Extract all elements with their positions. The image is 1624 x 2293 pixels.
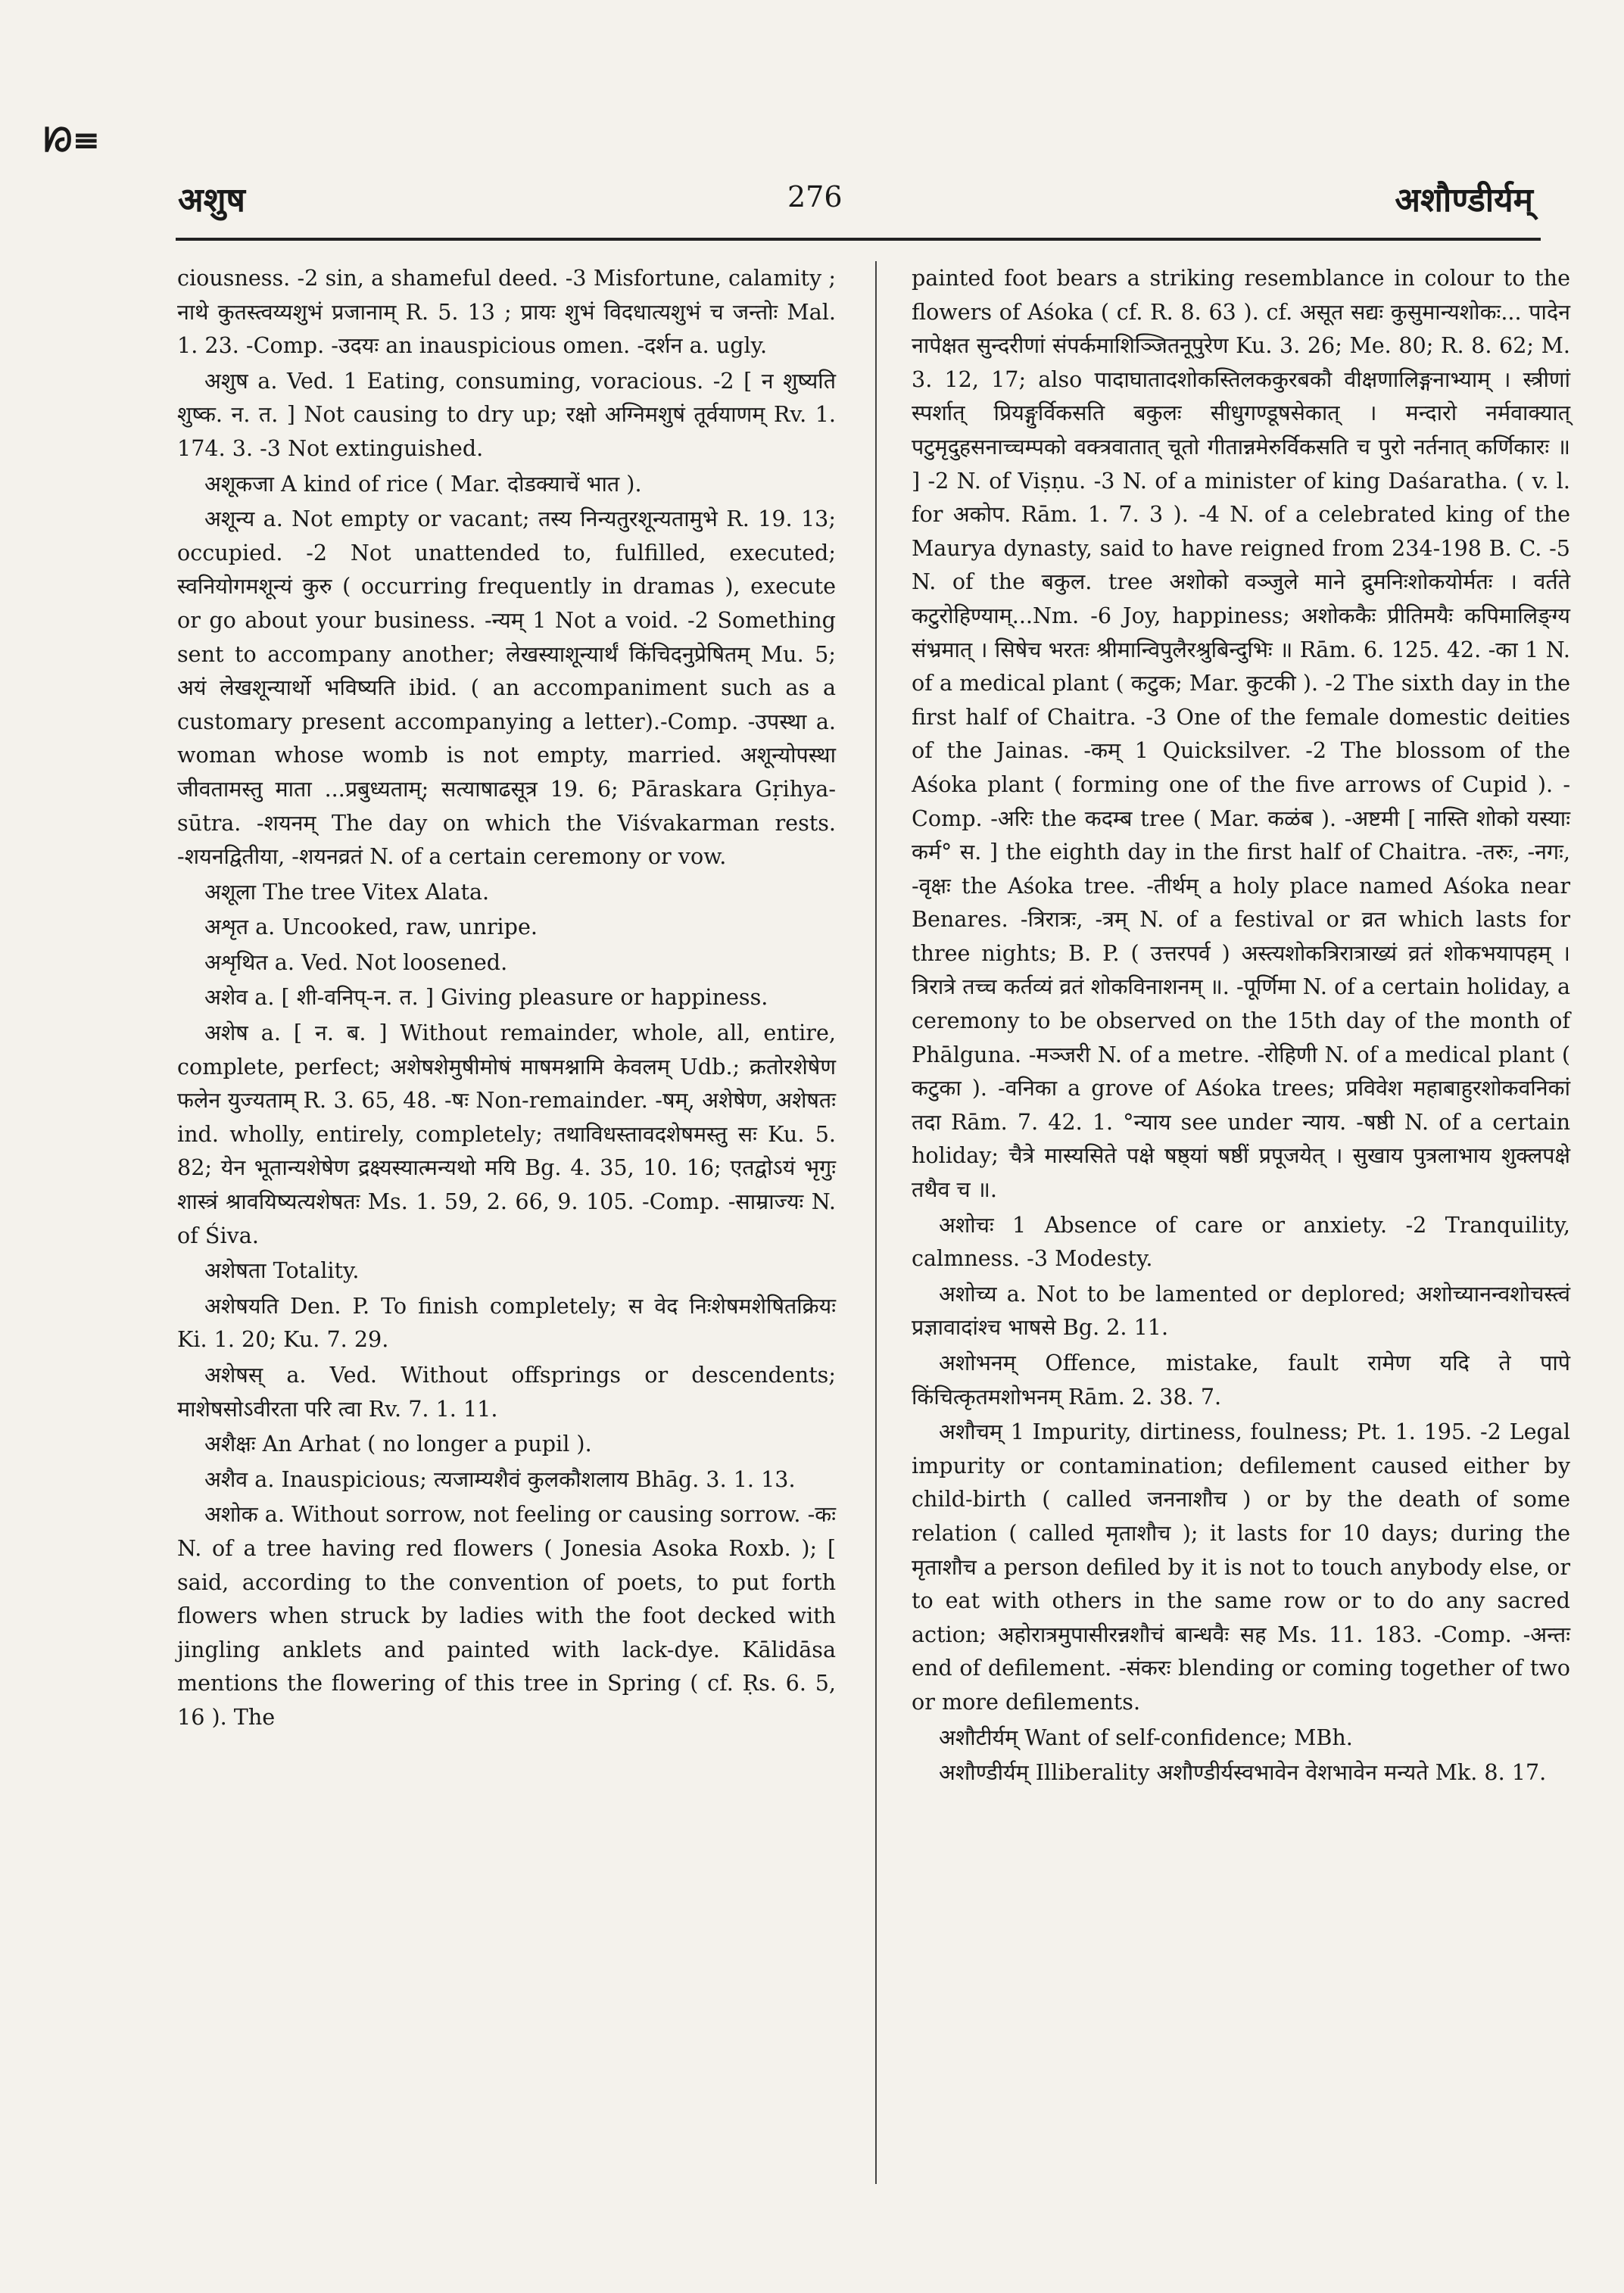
- corner-mark: ᘗ≡: [44, 121, 101, 160]
- dictionary-entry: अशूकजा A kind of rice ( Mar. दोडक्याचें भात ).: [204, 470, 642, 497]
- dictionary-entry: अशेव a. [ शी-वनिप्-न. त. ] Giving pleasure or happiness.: [204, 984, 768, 1011]
- left-column: [177, 261, 836, 1736]
- dictionary-entry: अशोक a. Without sorrow, not feeling or causing sorrow. -कः N. of a tree having red flowers ( Jonesia Asoka Roxb. ); [ said, according to the convention of poets, to put forth flowers when struck by ladies with the foot decked with jingling anklets and painted with lack-dye. Kālidāsa mentions the flowering of this tree in Spring ( cf. Ṛs. 6. 5, 16 ). The: [177, 1501, 836, 1730]
- dictionary-entry: ciousness. -2 sin, a shameful deed. -3 Misfortune, calamity ; नाथे कुतस्त्वय्यशुभं प्रजानाम् R. 5. 13 ; प्रायः शुभं विदधात्यशुभं च जन्तोः Mal. 1. 23. -Comp. -उदयः an inauspicious omen. -दर्शन a. ugly.: [177, 265, 836, 359]
- dictionary-entry: अशेषस् a. Ved. Without offsprings or descendents; माशेषसोऽवीरता परि त्वा Rv. 7. 1. 11.: [177, 1362, 836, 1422]
- dictionary-entry: अशृत a. Uncooked, raw, unripe.: [204, 914, 538, 940]
- page-number: 276: [787, 180, 843, 213]
- dictionary-entry: अशौटीर्यम् Want of self-confidence; MBh.: [939, 1724, 1353, 1750]
- right-column: [912, 261, 1570, 1791]
- dictionary-entry: अशुष a. Ved. 1 Eating, consuming, voracious. -2 [ न शुष्यति शुष्क. न. त. ] Not causing to dry up; रक्षो अग्निमशुषं तूर्वयाणम् Rv. 1. 174. 3. -3 Not extinguished.: [177, 367, 836, 461]
- dictionary-entry: अशोच्य a. Not to be lamented or deplored; अशोच्यानन्वशोचस्त्वं प्रज्ञावादांश्च भाषसे Bg. 2. 11.: [912, 1280, 1570, 1341]
- dictionary-entry: अशोचः 1 Absence of care or anxiety. -2 Tranquility, calmness. -3 Modesty.: [912, 1211, 1570, 1272]
- column-divider: [875, 261, 877, 2184]
- dictionary-entry: अशृथित a. Ved. Not loosened.: [204, 949, 508, 975]
- dictionary-entry: अशेष a. [ न. ब. ] Without remainder, whole, all, entire, complete, perfect; अशेषशेमुषीमोषं माषमश्नामि केवलम् Udb.; क्रतोरशेषेण फलेन युज्यताम् R. 3. 65, 48. -षः Non-remainder. -षम्, अशेषेण, अशेषतः ind. wholly, entirely, completely; तथाविधस्तावदशेषमस्तु सः Ku. 5. 82; येन भूतान्यशेषेण द्रक्ष्यस्यात्मन्यथो मयि Bg. 4. 35, 10. 16; एतद्वोऽयं भृगुः शास्त्रं श्रावयिष्यत्यशेषतः Ms. 1. 59, 2. 66, 9. 105. -Comp. -साम्राज्यः N. of Śiva.: [177, 1020, 836, 1248]
- dictionary-entry: अशेषता Totality.: [204, 1257, 360, 1284]
- header-guide-word-right: अशौण्डीर्यम्: [1395, 181, 1533, 220]
- header-guide-word-left: अशुष: [178, 181, 245, 220]
- dictionary-entry: painted foot bears a striking resemblance in colour to the flowers of Aśoka ( cf. R. 8. 63 ). cf. असूत सद्यः कुसुमान्यशोकः... पादेन नापेक्षत सुन्दरीणां संपर्कमाशिञ्जितनूपुरेण Ku. 3. 26; Me. 80; R. 8. 62; M. 3. 12, 17; also पादाघातादशोकस्तिलककुरबकौ वीक्षणालिङ्गनाभ्याम् । स्त्रीणां स्पर्शात् प्रियङ्गुर्विकसति बकुलः सीधुगण्डूषसेकात् । मन्दारो नर्मवाक्यात् पटुमृदुहसनाच्चम्पको वक्त्रवातात् चूतो गीतान्नमेरुर्विकसति च पुरो नर्तनात् कर्णिकारः ॥ ] -2 N. of Viṣṇu. -3 N. of a minister of king Daśaratha. ( v. l. for अकोप. Rām. 1. 7. 3 ). -4 N. of a celebrated king of the Maurya dynasty, said to have reigned from 234-198 B. C. -5 N. of the बकुल. tree अशोको वञ्जुले माने द्रुमनिःशोकयोर्मतः । वर्तते कटुरोहिण्याम्...Nm. -6 Joy, happiness; अशोककैः प्रीतिमयैः कपिमालिङ्ग्य संभ्रमात् । सिषेच भरतः श्रीमान्विपुलैरश्रुबिन्दुभिः ॥ Rām. 6. 125. 42. -का 1 N. of a medical plant ( कटुक; Mar. कुटकी ). -2 The sixth day in the first half of Chaitra. -3 One of the female domestic deities of the Jainas. -कम् 1 Quicksilver. -2 The blossom of the Aśoka plant ( forming one of the five arrows of Cupid ). -Comp. -अरिः the कदम्ब tree ( Mar. कळंब ). -अष्टमी [ नास्ति शोको यस्याः कर्म° स. ] the eighth day in the first half of Chaitra. -तरुः, -नगः, -वृक्षः the Aśoka tree. -तीर्थम् a holy place named Aśoka near Benares. -त्रिरात्रः, -त्रम् N. of a festival or व्रत which lasts for three nights; B. P. ( उत्तरपर्व ) अस्त्यशोकत्रिरात्राख्यं व्रतं शोकभयापहम् । त्रिरात्रे तच्च कर्तव्यं व्रतं शोकविनाशनम् ॥. -पूर्णिमा N. of a certain holiday, a ceremony to be observed on the 15th day of the month of Phālguna. -मञ्जरी N. of a metre. -रोहिणी N. of a medical plant ( कटुका ). -वनिका a grove of Aśoka trees; प्रविवेश महाबाहुरशोकवनिकां तदा Rām. 7. 42. 1. °न्याय see under न्याय. -षष्ठी N. of a certain holiday; चैत्रे मास्यसिते पक्षे षष्ठ्यां षष्ठीं प्रपूजयेत् । सुखाय पुत्रलाभाय शुक्लपक्षे तथैव च ॥.: [912, 265, 1570, 1203]
- dictionary-entry: अशैव a. Inauspicious; त्यजाम्यशैवं कुलकौशलाय Bhāg. 3. 1. 13.: [204, 1466, 796, 1492]
- dictionary-entry: अशेषयति Den. P. To finish completely; स वेद निःशेषमशेषितक्रियः Ki. 1. 20; Ku. 7. 29.: [177, 1292, 836, 1353]
- dictionary-entry: अशौचम् 1 Impurity, dirtiness, foulness; Pt. 1. 195. -2 Legal impurity or contamination; defilement caused either by child-birth ( called जननाशौच ) or by the death of some relation ( called मृताशौच ); it lasts for 10 days; during the मृताशौच a person defiled by it is not to touch anybody else, or to eat with others in the same row or to do any sacred action; अहोरात्रमुपासीरन्नशौचं बान्धवैः सह Ms. 11. 183. -Comp. -अन्तः end of defilement. -संकरः blending or coming together of two or more defilements.: [912, 1419, 1570, 1715]
- header-rule: [176, 238, 1541, 241]
- dictionary-entry: अशूला The tree Vitex Alata.: [204, 878, 490, 905]
- dictionary-entry: अशोभनम् Offence, mistake, fault रामेण यदि ते पापे किंचित्कृतमशोभनम् Rām. 2. 38. 7.: [912, 1350, 1570, 1410]
- dictionary-entry: अशून्य a. Not empty or vacant; तस्य निन्यतुरशून्यतामुभे R. 19. 13; occupied. -2 Not unattended to, fulfilled, executed; स्वनियोगमशून्यं कुरु ( occurring frequently in dramas ), execute or go about your business. -न्यम् 1 Not a void. -2 Something sent to accompany another; लेखस्याशून्यार्थं किंचिदनुप्रेषितम् Mu. 5; अयं लेखशून्यार्थो भविष्यति ibid. ( an accompaniment such as a customary present accompanying a letter).-Comp. -उपस्था a. woman whose womb is not empty, married. अशून्योपस्था जीवतामस्तु माता ...प्रबुध्यताम्; सत्याषाढसूत्र 19. 6; Pāraskara Gṛihya-sūtra. -शयनम् The day on which the Viśvakarman rests. -शयनद्वितीया, -शयनव्रतं N. of a certain ceremony or vow.: [177, 506, 836, 870]
- dictionary-entry: अशैक्षः An Arhat ( no longer a pupil ).: [204, 1431, 592, 1457]
- dictionary-entry: अशौण्डीर्यम् Illiberality अशौण्डीर्यस्वभावेन वेशभावेन मन्यते Mk. 8. 17.: [939, 1759, 1547, 1786]
